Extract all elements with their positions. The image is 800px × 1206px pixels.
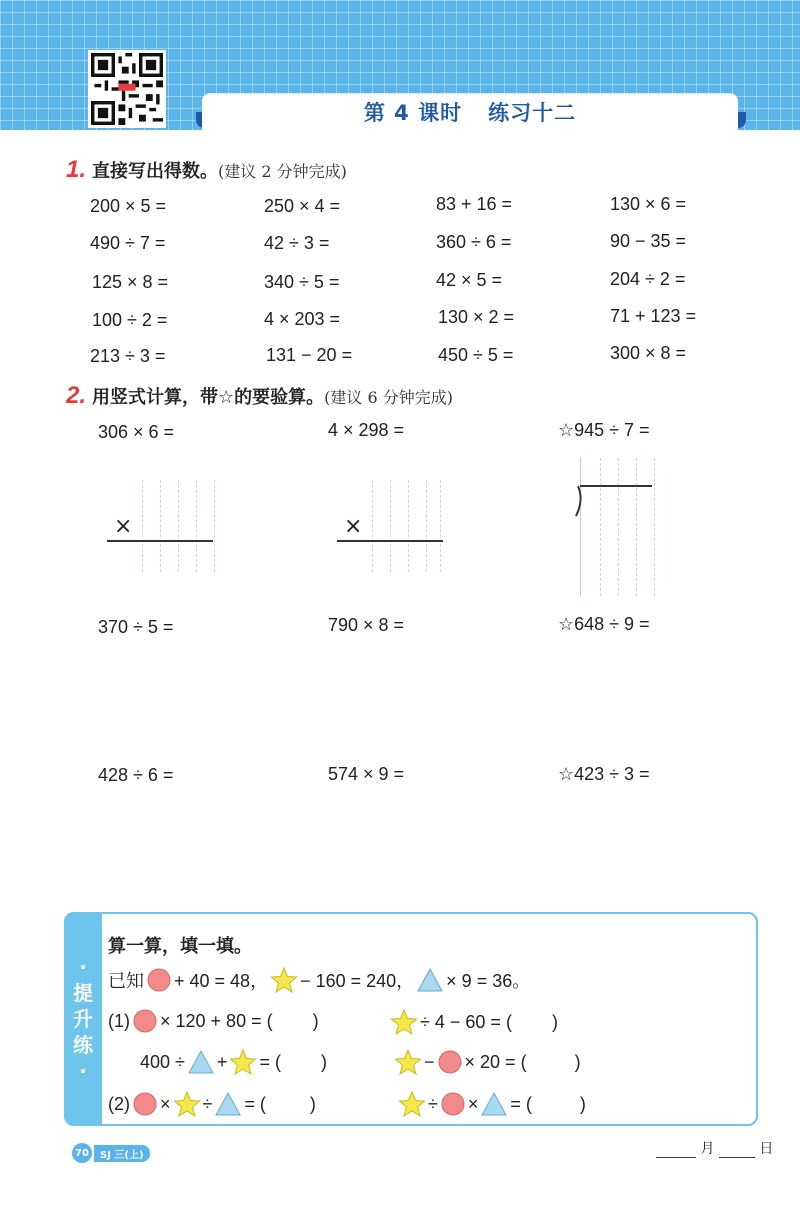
result-line: [107, 540, 213, 542]
guide-line: [654, 458, 655, 596]
oral-problem: 42 ÷ 3 =: [264, 233, 330, 253]
oral-problem: 300 × 8 =: [610, 343, 687, 363]
vertical-problem: ☆648 ÷ 9 =: [558, 614, 650, 634]
times-mark: ×: [114, 514, 133, 539]
section-2-title: 用竖式计算，带☆的要验算。: [92, 387, 325, 408]
section-2-note: (建议 6 分钟完成): [324, 388, 453, 407]
qr-code-icon: [91, 53, 163, 125]
given-prefix: 已知: [108, 971, 144, 991]
boost-label-char: 练: [73, 1033, 93, 1057]
content-panel-top: [0, 130, 800, 148]
guide-line: [408, 480, 409, 572]
guide-line: [372, 480, 373, 572]
vertical-problem: 4 × 298 =: [328, 420, 405, 440]
oral-problem: 204 ÷ 2 =: [610, 269, 686, 289]
lesson-number: 第 4 课时: [363, 101, 463, 125]
oral-problem: 450 ÷ 5 =: [438, 345, 514, 365]
oral-problem: 100 ÷ 2 =: [92, 310, 168, 330]
expression-text: ÷: [202, 1093, 213, 1114]
boost-label-char: 升: [73, 1007, 93, 1031]
guide-line: [618, 458, 619, 596]
guide-line: [580, 458, 581, 596]
circle-icon: [146, 967, 172, 993]
page-title: 练习十二: [488, 101, 577, 125]
page-footer-badge: [72, 1144, 150, 1162]
expression-text: ÷: [428, 1093, 438, 1114]
given-text: + 40 = 48，: [174, 971, 269, 991]
oral-problem: 250 × 4 =: [264, 196, 341, 216]
oral-problem: 71 + 123 =: [610, 306, 697, 326]
section-1-number: 1.: [66, 156, 87, 183]
day-blank[interactable]: [719, 1142, 755, 1158]
boost-label-char: ·: [79, 1059, 87, 1083]
result-line: [337, 540, 443, 542]
oral-problem: 4 × 203 =: [264, 309, 341, 329]
expression-text: × 20 = (: [464, 1051, 527, 1072]
circle-icon: [440, 1091, 466, 1117]
answer-blank[interactable]: [534, 1096, 578, 1112]
section-2-number: 2.: [66, 382, 87, 409]
page-title-bar: [202, 94, 738, 130]
expression-text: −: [424, 1051, 435, 1072]
question-1-line-b: [390, 1008, 560, 1036]
guide-line: [196, 480, 197, 572]
close-paren: ): [312, 1010, 319, 1031]
question-2-line-b: [398, 1090, 588, 1118]
guide-line: [160, 480, 161, 572]
close-paren: ): [320, 1051, 327, 1072]
vertical-problem: 790 × 8 =: [328, 615, 405, 635]
expression-text: × 120 + 80 = (: [160, 1010, 273, 1031]
circle-icon: [132, 1091, 158, 1117]
section-1-heading: [66, 156, 347, 184]
section-2-heading: [66, 382, 453, 410]
oral-problem: 360 ÷ 6 =: [436, 232, 512, 252]
oral-problem: 130 × 2 =: [438, 307, 515, 327]
boost-title: 算一算，填一填。: [108, 936, 252, 957]
vertical-problem: 428 ÷ 6 =: [98, 765, 174, 785]
guide-line: [214, 480, 215, 572]
star-icon: [173, 1090, 201, 1118]
answer-blank[interactable]: [529, 1054, 573, 1070]
expression-text: = (: [259, 1051, 281, 1072]
triangle-icon: [480, 1091, 508, 1117]
expression-text: ÷ 4 − 60 = (: [420, 1011, 512, 1032]
expression-text: +: [216, 1051, 228, 1072]
expression-text: ×: [467, 1093, 479, 1114]
oral-problem: 200 × 5 =: [90, 196, 167, 216]
oral-problem: 213 ÷ 3 =: [90, 346, 166, 366]
question-2-label: (2): [108, 1093, 130, 1114]
answer-blank[interactable]: [283, 1054, 319, 1070]
question-1-line-a: [106, 1008, 321, 1034]
oral-problem: 131 − 20 =: [266, 345, 353, 365]
oral-problem: 42 × 5 =: [436, 270, 503, 290]
vertical-problem: 306 × 6 =: [98, 422, 175, 442]
oral-problem: 490 ÷ 7 =: [90, 233, 166, 253]
expression-text: ×: [160, 1093, 171, 1114]
given-line: [106, 966, 532, 994]
answer-blank[interactable]: [275, 1013, 311, 1029]
guide-line: [426, 480, 427, 572]
close-paren: ): [579, 1093, 586, 1114]
star-icon: [229, 1048, 257, 1076]
star-icon: [394, 1048, 422, 1076]
times-mark: ×: [344, 514, 363, 539]
oral-problem: 90 − 35 =: [610, 231, 687, 251]
guide-line: [142, 480, 143, 572]
date-field: [656, 1138, 773, 1158]
vertical-problem: 370 ÷ 5 =: [98, 617, 174, 637]
boost-label-char: 提: [73, 981, 93, 1005]
guide-line: [440, 480, 441, 572]
boost-practice-label: [64, 912, 102, 1126]
triangle-icon: [416, 967, 444, 993]
question-1-label: (1): [108, 1010, 130, 1031]
guide-line: [390, 480, 391, 572]
circle-icon: [132, 1008, 158, 1034]
vertical-problem: ☆423 ÷ 3 =: [558, 764, 650, 784]
grade-tag: SJ 三(上): [94, 1145, 150, 1162]
star-icon: [390, 1008, 418, 1036]
guide-line: [600, 458, 601, 596]
given-text: × 9 = 36。: [446, 971, 531, 991]
circle-icon: [437, 1049, 463, 1075]
vertical-problem: 574 × 9 =: [328, 764, 405, 784]
triangle-icon: [187, 1049, 215, 1075]
guide-line: [636, 458, 637, 596]
expression-text: 400 ÷: [140, 1051, 185, 1072]
question-1-line-c: [138, 1048, 329, 1076]
question-2-line-a: [106, 1090, 318, 1118]
boost-label-char: ·: [79, 955, 87, 979]
close-paren: ): [309, 1093, 316, 1114]
section-1-title: 直接写出得数。: [92, 161, 219, 182]
oral-problem: 340 ÷ 5 =: [264, 272, 340, 292]
close-paren: ): [574, 1051, 581, 1072]
page-number: 70: [72, 1143, 92, 1163]
oral-problem: 130 × 6 =: [610, 194, 687, 214]
vertical-problem: ☆945 ÷ 7 =: [558, 420, 650, 440]
guide-line: [178, 480, 179, 572]
answer-blank[interactable]: [268, 1096, 308, 1112]
given-text: − 160 = 240，: [300, 971, 415, 991]
answer-blank[interactable]: [514, 1014, 550, 1030]
month-blank[interactable]: [656, 1142, 696, 1158]
star-icon: [270, 966, 298, 994]
month-label: 月: [700, 1141, 715, 1157]
close-paren: ): [551, 1011, 558, 1032]
section-1-note: (建议 2 分钟完成): [218, 162, 347, 181]
oral-problem: 83 + 16 =: [436, 194, 513, 214]
oral-problem: 125 × 8 =: [92, 272, 169, 292]
triangle-icon: [214, 1091, 242, 1117]
qr-code[interactable]: [88, 50, 166, 128]
day-label: 日: [759, 1141, 774, 1157]
question-1-line-d: [394, 1048, 583, 1076]
division-bracket-icon: [568, 482, 658, 522]
star-icon: [398, 1090, 426, 1118]
expression-text: = (: [510, 1093, 532, 1114]
expression-text: = (: [244, 1093, 266, 1114]
